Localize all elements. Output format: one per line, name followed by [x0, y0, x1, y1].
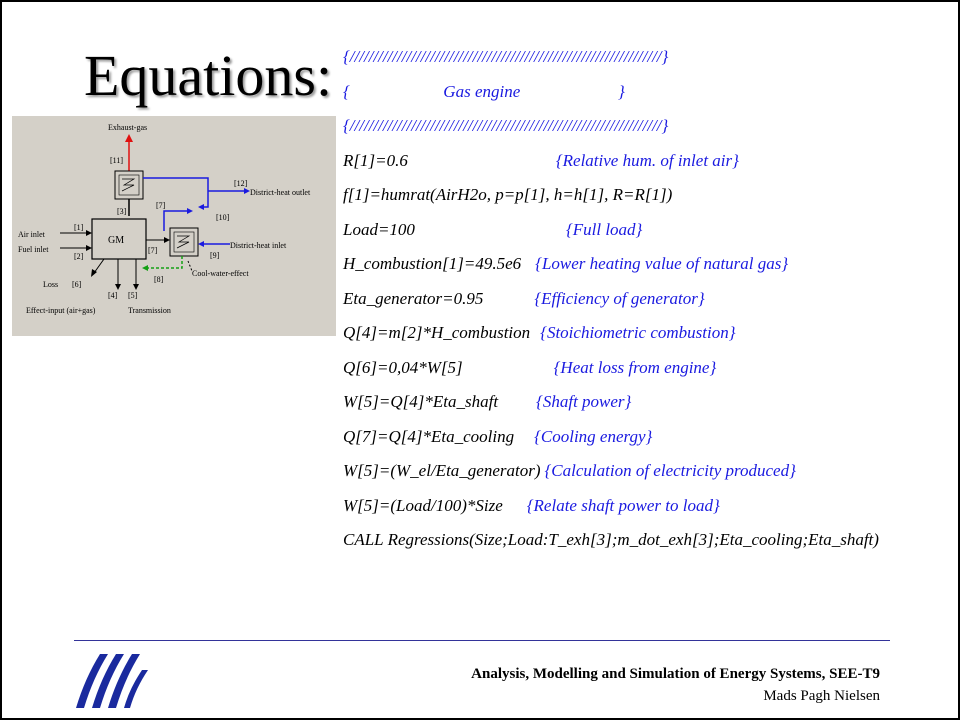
- equation-line: [343, 144, 953, 179]
- equation-comment: {Relate shaft power to load}: [526, 495, 720, 515]
- equation-code: Eta_generator=0.95: [343, 288, 484, 308]
- cooling-loop: [146, 256, 182, 268]
- equation-code: H_combustion[1]=49.5e6: [343, 254, 522, 273]
- district-heat-loop: [143, 178, 208, 207]
- equation-list: [343, 40, 953, 558]
- label-effect-input: Effect-input (air+gas): [26, 306, 96, 315]
- equation-comment: {Stoichiometric combustion}: [540, 323, 736, 342]
- equation-code: CALL Regressions(Size;Load:T_exh[3];m_dot_exh[3];Eta_cooling;Eta_shaft): [343, 530, 879, 549]
- equation-comment: {Full load}: [565, 219, 643, 239]
- equation-line: [343, 109, 953, 144]
- equation-comment: {Calculation of electricity produced}: [544, 461, 796, 480]
- equation-code: { Gas engine }: [343, 81, 625, 101]
- equation-line: [343, 489, 953, 524]
- label-district-heat-outlet: District-heat outlet: [250, 188, 311, 197]
- university-logo-icon: [72, 648, 152, 710]
- equation-code: Load=100: [343, 219, 415, 239]
- label-n2: [2]: [74, 252, 84, 261]
- effect-input-arrow-icon: [115, 284, 121, 290]
- exhaust-arrow-icon: [125, 134, 133, 142]
- equation-line: [343, 351, 953, 386]
- label-n9: [9]: [210, 251, 220, 260]
- equation-code: {//////////////////////////////////////////////////////////////////}: [343, 116, 669, 135]
- equation-comment: {Relative hum. of inlet air}: [555, 150, 739, 170]
- label-engine: GM: [108, 235, 125, 246]
- equation-line: [343, 420, 953, 455]
- label-n3: [3]: [117, 207, 127, 216]
- hx-connection-arrow-icon: [187, 208, 193, 214]
- equation-code: Q[4]=m[2]*H_combustion: [343, 323, 531, 342]
- equation-code: {//////////////////////////////////////////////////////////////////}: [343, 47, 669, 66]
- cooling-loop-arrow-icon: [142, 265, 148, 271]
- label-n7a: [7]: [156, 201, 166, 210]
- label-n10: [10]: [216, 213, 230, 222]
- label-loss: Loss: [43, 280, 59, 289]
- equation-code: W[5]=(Load/100)*Size: [343, 495, 503, 515]
- author-name: Mads Pagh Nielsen: [763, 688, 880, 704]
- label-n6: [6]: [72, 280, 82, 289]
- equation-line: [343, 213, 953, 248]
- equation-line: [343, 75, 953, 110]
- equation-comment: {Shaft power}: [536, 392, 632, 411]
- footer-divider: [74, 640, 890, 641]
- diagram-svg: [12, 116, 336, 336]
- equation-line: [343, 282, 953, 317]
- transmission-arrow-icon: [133, 284, 139, 290]
- equation-comment: {Lower heating value of natural gas}: [535, 254, 789, 273]
- loss-line: [94, 259, 104, 273]
- gm-to-cooling-arrow-icon: [164, 237, 170, 243]
- label-cool-water-effect: Cool-water-effect: [192, 269, 249, 278]
- equation-comment: {Heat loss from engine}: [553, 357, 717, 377]
- district-heat-arrow-icon: [198, 204, 204, 210]
- equation-line: [343, 247, 953, 282]
- equation-code: Q[7]=Q[4]*Eta_cooling: [343, 426, 515, 446]
- label-n7b: [7]: [148, 246, 158, 255]
- course-title: Analysis, Modelling and Simulation of Energy Systems, SEE-T9: [471, 666, 880, 682]
- equation-line: [343, 316, 953, 351]
- gas-engine-diagram: [12, 116, 336, 336]
- label-n4: [4]: [108, 291, 118, 300]
- equation-code: W[5]=(W_el/Eta_generator): [343, 461, 541, 480]
- equation-line: [343, 523, 953, 558]
- equation-line: [343, 454, 953, 489]
- label-n1: [1]: [74, 223, 84, 232]
- fuel-inlet-arrow-icon: [86, 245, 92, 251]
- district-heat-inlet-arrow-icon: [198, 241, 204, 247]
- equation-line: [343, 40, 953, 75]
- equation-comment: {Efficiency of generator}: [534, 288, 705, 308]
- slide-title: Equations:: [84, 43, 333, 108]
- equation-line: [343, 385, 953, 420]
- equation-code: Q[6]=0,04*W[5]: [343, 357, 463, 377]
- label-n5: [5]: [128, 291, 138, 300]
- label-n12: [12]: [234, 179, 248, 188]
- equation-comment: {Cooling energy}: [534, 426, 653, 446]
- label-exhaust-gas: Exhaust-gas: [108, 123, 148, 132]
- air-inlet-arrow-icon: [86, 230, 92, 236]
- label-n11: [11]: [110, 156, 124, 165]
- equation-code: R[1]=0.6: [343, 150, 408, 170]
- label-air-inlet: Air inlet: [18, 230, 45, 239]
- equation-code: W[5]=Q[4]*Eta_shaft: [343, 392, 499, 411]
- label-fuel-inlet: Fuel inlet: [18, 245, 49, 254]
- equation-line: [343, 178, 953, 213]
- equation-code: f[1]=humrat(AirH2o, p=p[1], h=h[1], R=R[1]): [343, 185, 673, 204]
- label-transmission: Transmission: [128, 306, 171, 315]
- label-district-heat-inlet: District-heat inlet: [230, 241, 287, 250]
- label-n8: [8]: [154, 275, 164, 284]
